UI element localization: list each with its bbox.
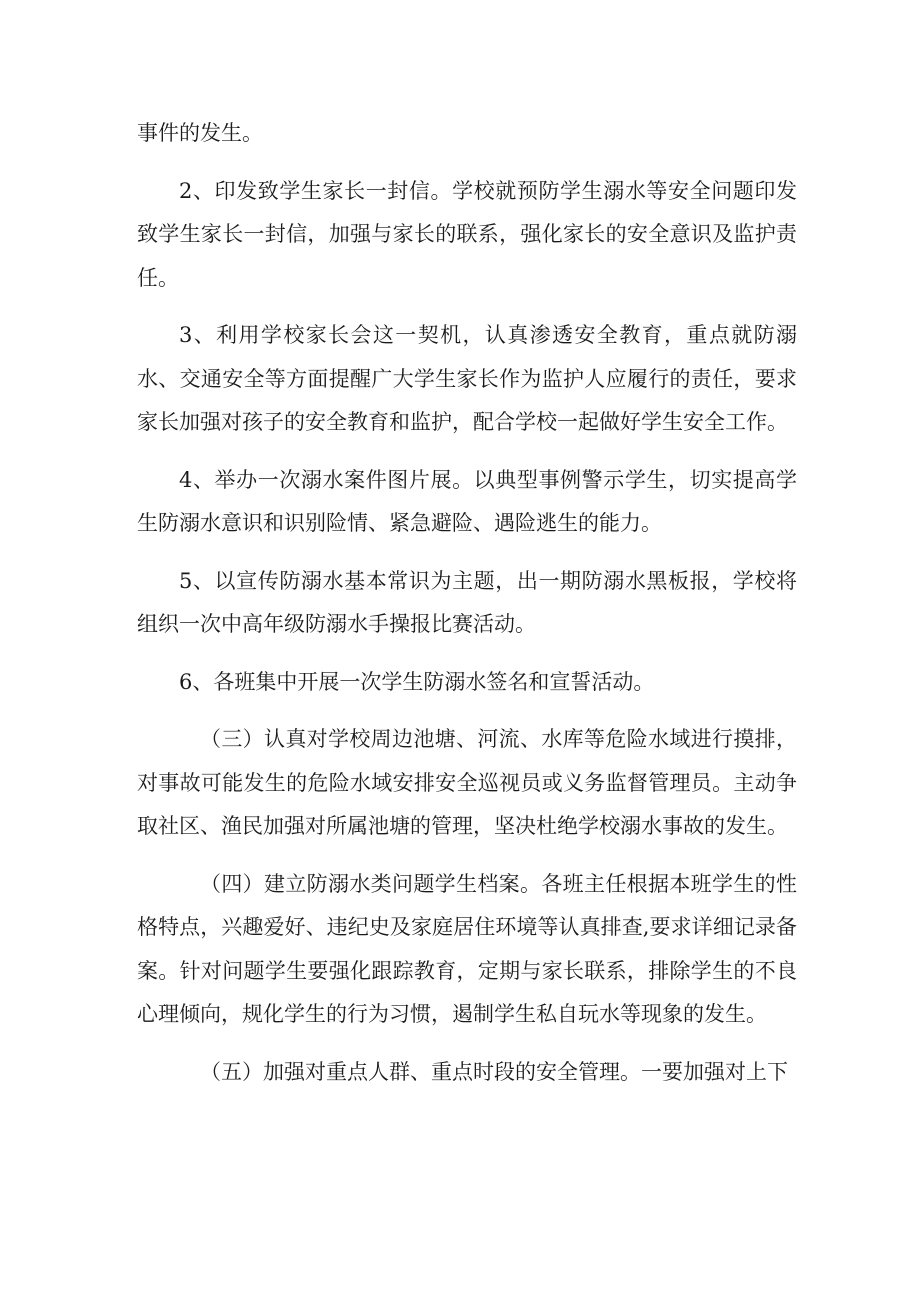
paragraph-item-3: 3、利用学校家长会这一契机，认真渗透安全教育，重点就防溺水、交通安全等方面提醒广大学生家长作为监护人应履行的责任，要求家长加强对孩子的安全教育和监护，配合学校一起做好学生安全工作。 xyxy=(137,323,797,434)
document-body xyxy=(137,112,797,1108)
paragraph-section-4: （四）建立防溺水类问题学生档案。各班主任根据本班学生的性格特点，兴趣爱好、违纪史及家庭居住环境等认真排查,要求详细记录备案。针对问题学生要强化跟踪教育，定期与家长联系，排除学生的不良心理倾向，规化学生的行为习惯，遏制学生私自玩水等现象的发生。 xyxy=(137,871,797,1026)
paragraph-item-5: 5、以宣传防溺水基本常识为主题，出一期防溺水黑板报，学校将组织一次中高年级防溺水手操报比赛活动。 xyxy=(137,568,797,636)
paragraph-section-5: （五）加强对重点人群、重点时段的安全管理。一要加强对上下 xyxy=(200,1059,788,1084)
paragraph-section-3: （三）认真对学校周边池塘、河流、水库等危险水域进行摸排，对事故可能发生的危险水域安排安全巡视员或义务监督管理员。主动争取社区、渔民加强对所属池塘的管理，坚决杜绝学校溺水事故的发生。 xyxy=(137,727,797,838)
paragraph-continuation: 事件的发生。 xyxy=(137,121,263,145)
paragraph-item-2: 2、印发致学生家长一封信。学校就预防学生溺水等安全问题印发致学生家长一封信，加强与家长的联系，强化家长的安全意识及监护责任。 xyxy=(137,178,797,290)
paragraph-item-6: 6、各班集中开展一次学生防溺水签名和宣誓活动。 xyxy=(179,669,655,694)
paragraph-item-4: 4、举办一次溺水案件图片展。以典型事例警示学生，切实提高学生防溺水意识和识别险情、紧急避险、遇险逃生的能力。 xyxy=(137,467,797,535)
